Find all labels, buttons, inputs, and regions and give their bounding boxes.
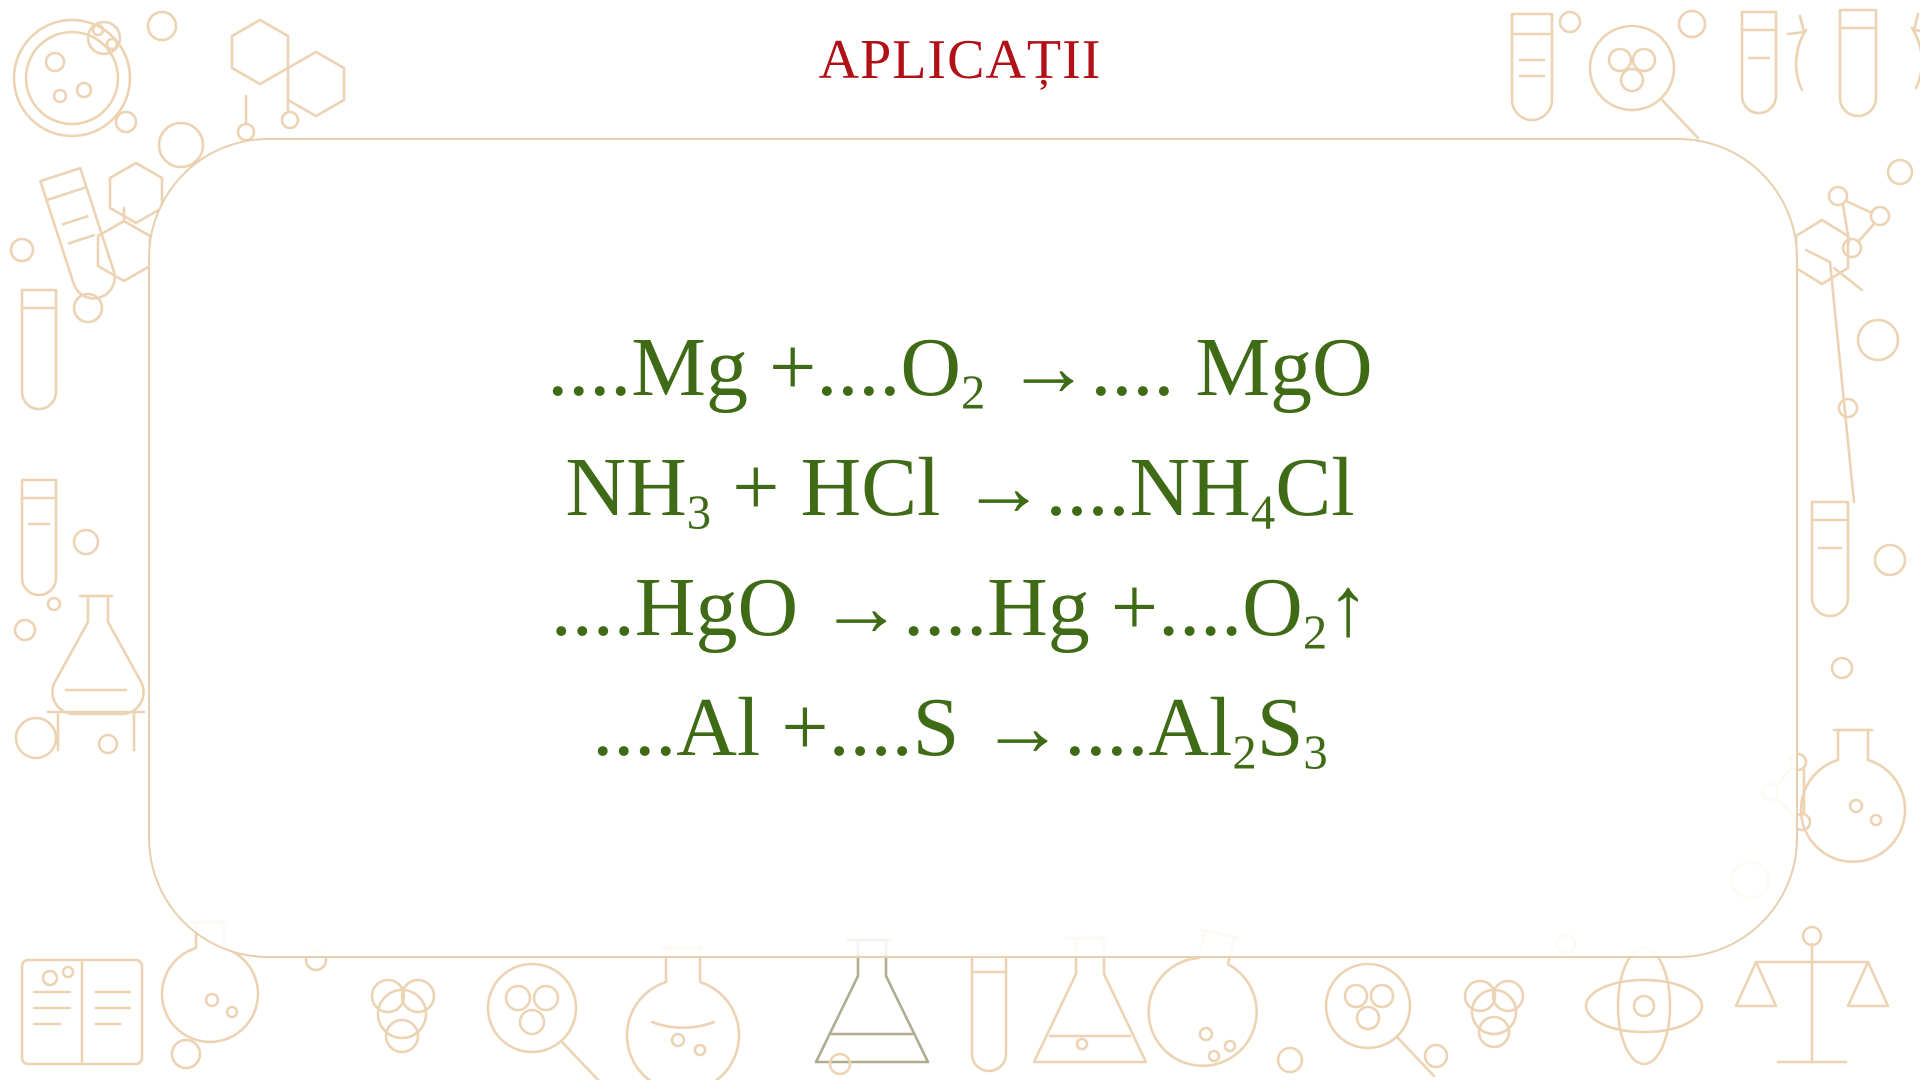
equation-eq-1 xyxy=(180,320,1740,420)
equation-subscript: 2 xyxy=(1232,725,1257,780)
equation-eq-3 xyxy=(180,561,1740,660)
equation-text: + HCl →....NH xyxy=(711,440,1251,534)
equation-subscript: 2 xyxy=(961,365,986,420)
equation-subscript: 4 xyxy=(1250,485,1276,540)
page-title: APLICAȚII xyxy=(818,29,1102,91)
equation-list xyxy=(180,178,1740,918)
equation-text: S xyxy=(1256,681,1304,775)
equation-eq-2 xyxy=(180,440,1740,540)
equation-text: NH xyxy=(565,440,687,534)
equation-text: Cl xyxy=(1275,440,1355,534)
equation-subscript: 3 xyxy=(1303,725,1328,780)
equation-text: ....Mg +....O xyxy=(547,320,961,414)
equation-text: ....Al +....S →....Al xyxy=(592,681,1233,775)
equation-subscript: 3 xyxy=(686,485,712,540)
equation-text: ↑ xyxy=(1327,561,1370,654)
equation-text: ....HgO →....Hg +....O xyxy=(550,561,1303,654)
equation-text: →.... MgO xyxy=(985,320,1373,414)
equation-eq-4 xyxy=(180,681,1740,780)
equation-subscript: 2 xyxy=(1302,605,1328,660)
